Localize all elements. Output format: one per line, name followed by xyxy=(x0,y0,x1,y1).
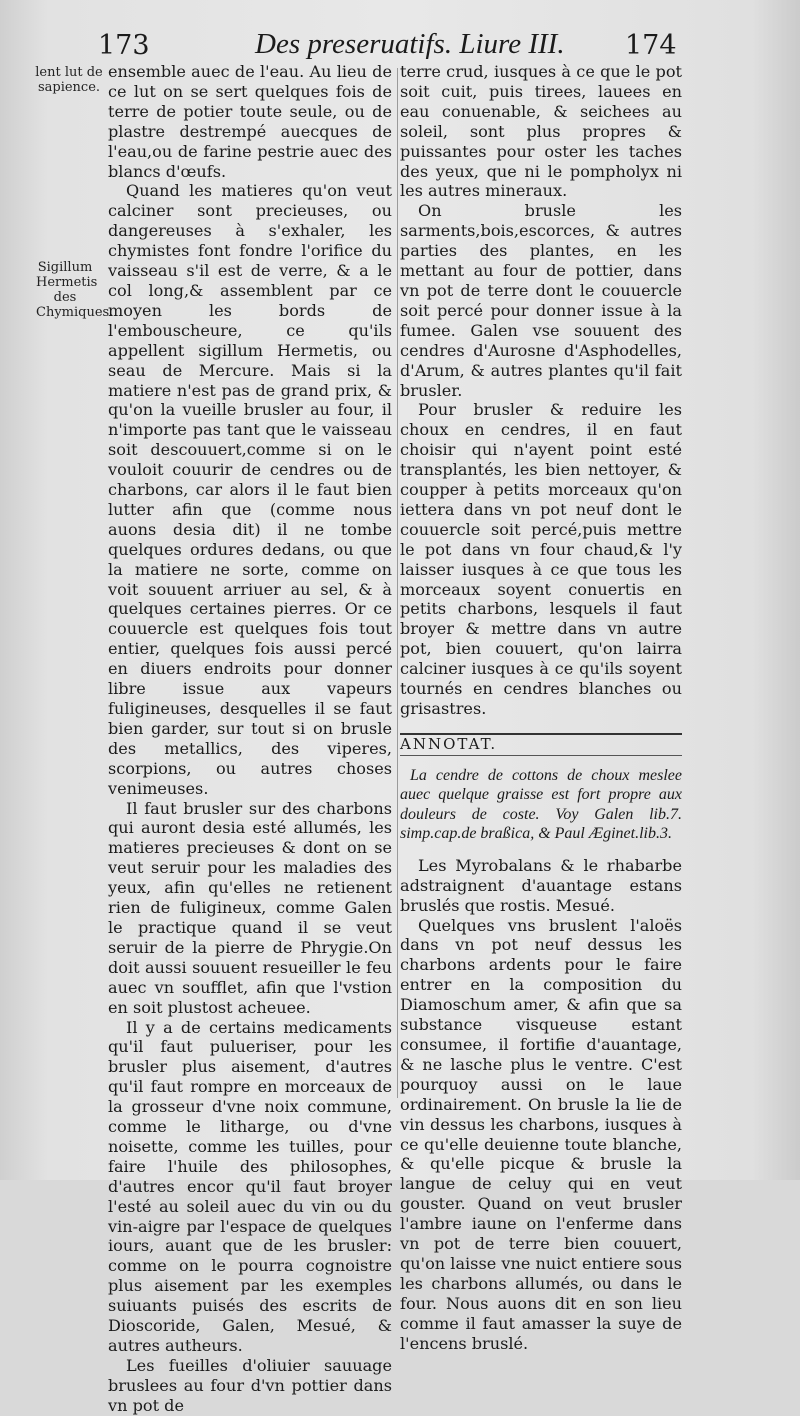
left-page-number: 173 xyxy=(98,30,150,61)
margin-note: Sigillum Hermetis des Chymiques. xyxy=(36,260,114,320)
paragraph: Il faut brusler sur des charbons qui auront desia esté allumés, les matieres precieuses & dont on se veut seruir pour les maladies des yeux, afin qu'elles ne retienent rien de fuligineux, comme Galen le practique quand il se veut seruir de la pierre de Phrygie.On doit aussi souuent resueiller le feu auec vn soufflet, afin que l'vstion en soit plustost acheuee. xyxy=(108,798,392,1017)
paragraph: terre crud, iusques à ce que le pot soit cuit, puis tirees, lauees en eau conuenable, & seichees au soleil, sont plus propres & puissantes pour oster les taches des yeux, que ni le pompholyx ni les autres mineraux. xyxy=(400,62,682,201)
right-column xyxy=(400,62,682,1353)
right-page-number: 174 xyxy=(625,30,677,61)
margin-note: lent lut de sapience. xyxy=(35,65,103,95)
paragraph: Pour brusler & reduire les choux en cendres, il en faut choisir qui n'ayent point esté transplantés, les bien nettoyer, & coupper à petits morceaux qu'on iettera dans vn pot neuf dont le couuercle soit percé,puis mettre le pot dans vn four chaud,& l'y laisser iusques à ce que tous les morceaux soyent conuertis en petits charbons, lesquels il faut broyer & mettre dans vn autre pot, bien couuert, qu'on lairra calciner iusques à ce qu'ils soyent tournés en cendres blanches ou grisastres. xyxy=(400,400,682,718)
paragraph: On brusle les sarments,bois,escorces, & autres parties des plantes, en les mettant au four de pottier, dans vn pot de terre dont le couuercle soit percé pour donner issue à la fumee. Galen vse souuent des cendres d'Aurosne d'Asphodelles, d'Arum, & autres plantes qu'il fait brusler. xyxy=(400,201,682,400)
annotation-rule xyxy=(400,755,682,756)
running-title: Des preseruatifs. Liure III. xyxy=(255,28,565,60)
paragraph: ensemble auec de l'eau. Au lieu de ce lut on se sert quelques fois de terre de potier toute seule, ou de plastre destrempé auecques de l'eau,ou de farine pestrie auec des blancs d'œufs. xyxy=(108,62,392,181)
left-column xyxy=(108,62,392,1416)
column-divider xyxy=(397,68,398,1098)
paragraph: Quand les matieres qu'on veut calciner sont precieuses, ou dangereuses à s'exhaler, les chymistes font fondre l'orifice du vaisseau s'il est de verre, & a le col long,& assemblent par ce moyen les bords de l'embouscheure, ce qu'ils appellent sigillum Hermetis, ou seau de Mercure. Mais si la matiere n'est pas de grand prix, & qu'on la vueille brusler au four, il n'importe pas tant que le vaisseau soit descouuert,comme si on le vouloit couurir de cendres ou de charbons, car alors il le faut bien lutter afin que (comme nous auons desia dit) il ne tombe quelques ordures dedans, ou que la matiere ne sorte, comme on voit souuent arriuer au sel, & à quelques certaines pierres. Or ce couuercle est quelques fois tout entier, quelques fois aussi percé en diuers endroits pour donner libre issue aux vapeurs fuligineuses, desquelles il se faut bien garder, sur tout si on brusle des metallics, des viperes, scorpions, ou autres choses venimeuses. xyxy=(108,181,392,798)
annotation-heading: ANNOTAT. xyxy=(400,734,498,753)
paragraph: Les fueilles d'oliuier sauuage bruslees au four d'vn pottier dans vn pot de xyxy=(108,1355,392,1415)
annotation-text: La cendre de cottons de choux meslee auec quelque graisse est fort propre aux douleurs de coste. Voy Galen lib.7. simp.cap.de braßica, & Paul Æginet.lib.3. xyxy=(400,766,682,843)
paragraph: Il y a de certains medicaments qu'il faut pulueriser, pour les brusler plus aisement, d'autres qu'il faut rompre en morceaux de la grosseur d'vne noix commune, comme le litharge, ou d'vne noisette, comme les tuilles, pour faire l'huile des philosophes, d'autres encor qu'il faut broyer l'esté au soleil auec du vin ou du vin-aigre par l'espace de quelques iours, auant que de les brusler: comme on le pourra cognoistre plus aisement par les exemples suiuants puisés des escrits de Dioscoride, Galen, Mesué, & autres autheurs. xyxy=(108,1017,392,1355)
paragraph: Les Myrobalans & le rhabarbe adstraignent d'auantage estans bruslés que rostis. Mesué. xyxy=(400,855,682,915)
spacer xyxy=(400,844,682,856)
paragraph: Quelques vns bruslent l'aloës dans vn pot neuf dessus les charbons ardents pour le faire entrer en la composition du Diamoschum amer, & afin que sa substance visqueuse estant consumee, il fortifie d'auantage, & ne lasche plus le ventre. C'est pourquoy aussi on le laue ordinairement. On brusle la lie de vin dessus les charbons, iusques à ce qu'elle deuienne toute blanche, & qu'elle picque & brusle la langue de celuy qui en veut gouster. Quand on veut brusler l'ambre iaune on l'enferme dans vn pot de terre bien couuert, qu'on laisse vne nuict entiere sous les charbons allumés, ou dans le four. Nous auons dit en son lieu comme il faut amasser la suye de l'encens bruslé. xyxy=(400,915,682,1353)
